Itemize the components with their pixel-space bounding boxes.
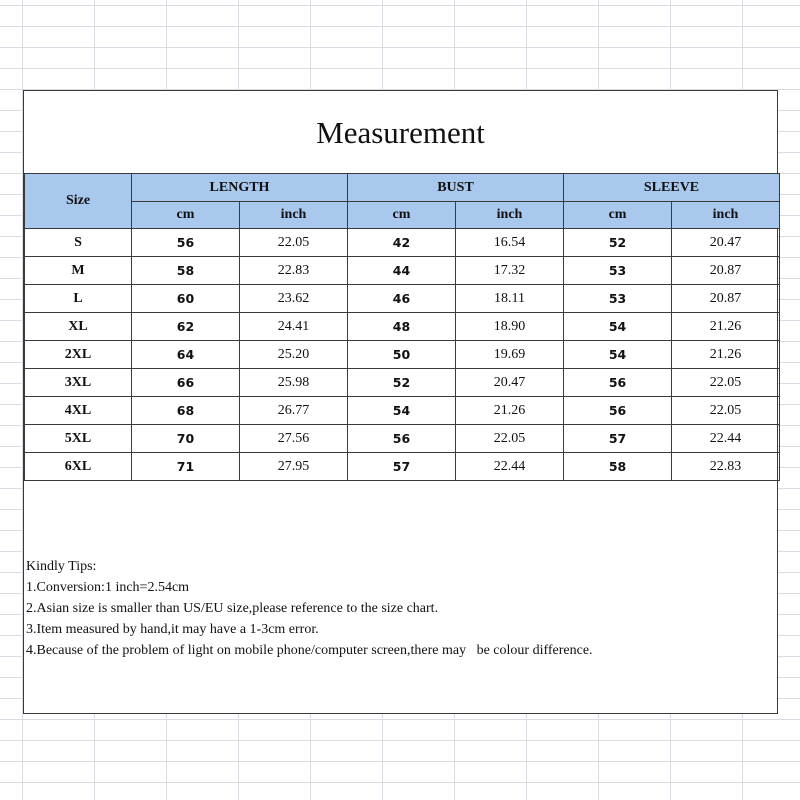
size-label-cell: 2XL <box>25 341 132 369</box>
table-cell: 56 <box>564 397 672 425</box>
table-cell: 54 <box>348 397 456 425</box>
table-cell: 17.32 <box>456 257 564 285</box>
unit-header: cm <box>348 202 456 229</box>
table-cell: 27.95 <box>240 453 348 481</box>
sleeve-group-header: SLEEVE <box>564 174 780 202</box>
table-cell: 18.90 <box>456 313 564 341</box>
table-cell: 54 <box>564 313 672 341</box>
unit-header: inch <box>456 202 564 229</box>
table-cell: 27.56 <box>240 425 348 453</box>
size-label-cell: M <box>25 257 132 285</box>
size-label-cell: 5XL <box>25 425 132 453</box>
table-cell: 22.05 <box>672 397 780 425</box>
tip-item: 4.Because of the problem of light on mobile phone/computer screen,there may be colour difference. <box>26 643 593 658</box>
size-label-cell: 3XL <box>25 369 132 397</box>
tip-item: 3.Item measured by hand,it may have a 1-3cm error. <box>26 622 319 637</box>
table-cell: 22.44 <box>672 425 780 453</box>
table-cell: 24.41 <box>240 313 348 341</box>
table-cell: 58 <box>132 257 240 285</box>
table-cell: 22.44 <box>456 453 564 481</box>
table-row <box>25 313 780 341</box>
table-cell: 52 <box>348 369 456 397</box>
table-cell: 70 <box>132 425 240 453</box>
table-cell: 20.47 <box>456 369 564 397</box>
table-cell: 21.26 <box>456 397 564 425</box>
table-cell: 56 <box>348 425 456 453</box>
table-body <box>25 229 780 481</box>
table-cell: 18.11 <box>456 285 564 313</box>
table-cell: 22.05 <box>240 229 348 257</box>
table-cell: 66 <box>132 369 240 397</box>
size-label-cell: S <box>25 229 132 257</box>
table-cell: 23.62 <box>240 285 348 313</box>
header-group-row <box>25 174 780 202</box>
table-row <box>25 453 780 481</box>
measurement-sheet <box>23 90 778 714</box>
size-label-cell: 4XL <box>25 397 132 425</box>
size-label-cell: XL <box>25 313 132 341</box>
table-cell: 64 <box>132 341 240 369</box>
table-cell: 46 <box>348 285 456 313</box>
table-cell: 25.98 <box>240 369 348 397</box>
size-label-cell: 6XL <box>25 453 132 481</box>
length-group-header: LENGTH <box>132 174 348 202</box>
unit-header: cm <box>564 202 672 229</box>
table-row <box>25 425 780 453</box>
table-cell: 44 <box>348 257 456 285</box>
page-title: Measurement <box>316 115 485 150</box>
tip-item: 2.Asian size is smaller than US/EU size,please reference to the size chart. <box>26 601 439 616</box>
table-row <box>25 285 780 313</box>
header-unit-row <box>25 202 780 229</box>
unit-header: inch <box>240 202 348 229</box>
table-cell: 56 <box>132 229 240 257</box>
table-row <box>25 369 780 397</box>
table-cell: 52 <box>564 229 672 257</box>
unit-header: inch <box>672 202 780 229</box>
tip-item: 1.Conversion:1 inch=2.54cm <box>26 580 190 595</box>
table-cell: 16.54 <box>456 229 564 257</box>
size-chart-table <box>24 173 780 481</box>
table-cell: 21.26 <box>672 313 780 341</box>
table-cell: 22.83 <box>672 453 780 481</box>
size-label-cell: L <box>25 285 132 313</box>
table-cell: 22.05 <box>672 369 780 397</box>
table-cell: 26.77 <box>240 397 348 425</box>
size-column-header: Size <box>25 174 132 229</box>
table-cell: 50 <box>348 341 456 369</box>
table-cell: 22.05 <box>456 425 564 453</box>
table-cell: 20.87 <box>672 285 780 313</box>
unit-header: cm <box>132 202 240 229</box>
table-cell: 20.87 <box>672 257 780 285</box>
table-cell: 58 <box>564 453 672 481</box>
table-row <box>25 257 780 285</box>
table-cell: 54 <box>564 341 672 369</box>
table-cell: 56 <box>564 369 672 397</box>
table-cell: 25.20 <box>240 341 348 369</box>
table-cell: 57 <box>348 453 456 481</box>
tips-section <box>26 556 593 661</box>
table-row <box>25 397 780 425</box>
table-cell: 48 <box>348 313 456 341</box>
table-cell: 20.47 <box>672 229 780 257</box>
table-cell: 22.83 <box>240 257 348 285</box>
table-cell: 42 <box>348 229 456 257</box>
tips-heading: Kindly Tips: <box>26 559 97 574</box>
table-cell: 68 <box>132 397 240 425</box>
table-cell: 71 <box>132 453 240 481</box>
table-row <box>25 341 780 369</box>
table-cell: 57 <box>564 425 672 453</box>
table-cell: 62 <box>132 313 240 341</box>
table-cell: 19.69 <box>456 341 564 369</box>
table-row <box>25 229 780 257</box>
table-cell: 60 <box>132 285 240 313</box>
bust-group-header: BUST <box>348 174 564 202</box>
table-cell: 21.26 <box>672 341 780 369</box>
table-cell: 53 <box>564 257 672 285</box>
table-cell: 53 <box>564 285 672 313</box>
